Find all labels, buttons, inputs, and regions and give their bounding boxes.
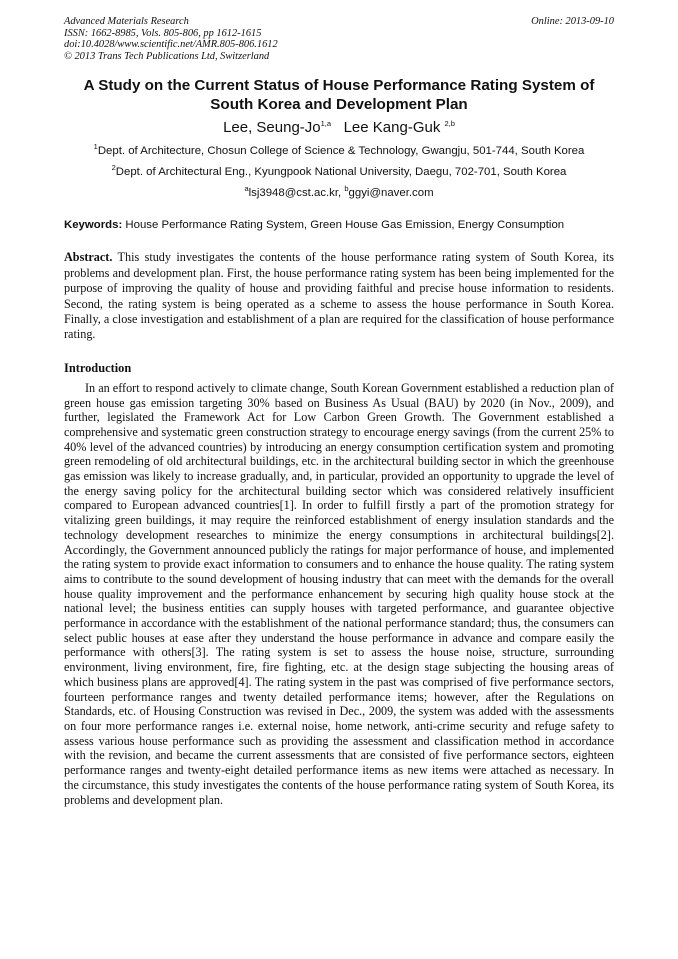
keywords-label: Keywords: bbox=[64, 219, 123, 232]
doi-line: doi:10.4028/www.scientific.net/AMR.805-806.1612 bbox=[64, 39, 278, 51]
affiliation-1-sup: 1 bbox=[93, 142, 98, 152]
keywords-text: House Performance Rating System, Green House Gas Emission, Energy Consumption bbox=[122, 219, 565, 232]
abstract-text: This study investigates the contents of the house performance rating system of South Korea, its problems and development plan. First, the house performance rating system has been being implemented for the purpose of improving the quality of house and providing faithful and precise house information to residents. Second, the rating system is being operated as a scheme to assess the house performance in South Korea. Finally, a close investigation and establishment of a plan are required for the classification of house performance rating. bbox=[64, 250, 614, 342]
introduction-heading: Introduction bbox=[64, 360, 132, 375]
online-date: Online: 2013-09-10 bbox=[531, 16, 614, 27]
journal-name: Advanced Materials Research bbox=[64, 16, 189, 27]
issn-line: ISSN: 1662-8985, Vols. 805-806, pp 1612-1615 bbox=[64, 27, 262, 39]
journal-header bbox=[64, 16, 614, 62]
email-b-sup: b bbox=[344, 184, 349, 194]
email-b: ggyi@naver.com bbox=[348, 187, 434, 200]
introduction-body: In an effort to respond actively to climate change, South Korean Government established a reduction plan of green house gas emission targeting 30% based on Business As Usual (BAU) by 2020 (in Nov., 2009), and further, legislated the Framework Act for Low Carbon Green Growth. The Government established a comprehensive and systematic green construction strategy to encourage energy savings (from the current 25% to 40% level of the advanced countries) by introducing an energy consumption certification system and promoting green remodeling of old architectural buildings, etc. in the architectural building sector in which the greenhouse gas emission was likely to increase gradually, and, in particular, provided an opportunity to upgrade the level of the energy saving policy for the architectural building sector which was considered relatively insufficient compared to European advanced countries[1]. In order to fulfill firstly a part of the promotion strategy for vitalizing green buildings, it may require the reinforced establishment of energy insulation standards and the technology development researches to minimize the energy consumptions in architectural buildings[2]. Accordingly, the Government announced publicly the ratings for major performance of house, and implemented the rating system to provide exact information to consumers and to enhance the house quality. The rating system aims to contribute to the sound development of housing industry that can meet with the demands for the overall house quality improvement and the performance enhancement by securing high quality house stock at the national level; the business entities can supply houses with targeted performance, and guarantee objective performance in accordance with the establishment of the national performance standard; thus, the consumers can select public houses at ease after they understand the house performance in advance and compare easily the performance with others[3]. The rating system is set to assess the house noise, structure, surrounding environment, living environment, fire, fire fighting, etc. at the design stage subjecting the housing areas of which business plans are approved[4]. The rating system in the past was comprised of five performance sectors, fourteen performance ranges and twenty detailed performance items; however, after the Regulations on Standards, etc. of Housing Construction was revised in Dec., 2009, the system was added with the assessments on four more performance ranges i.e. external noise, home network, anti-crime security and refuge safety to assess various house performance such as providing the assessment and classification method in accordance with the revision, and became the current assessments that are consisted of five performance sectors, eighteen performance ranges and twenty-eight detailed performance items as new items were attached as necessary. In the circumstance, this study investigates the contents of the house performance rating system of South Korea, its problems and development plan. bbox=[64, 380, 614, 807]
affiliation-2-text: Dept. of Architectural Eng., Kyungpook National University, Daegu, 702-701, South Korea bbox=[115, 166, 567, 179]
author-2-name: Lee Kang-Guk bbox=[343, 119, 441, 137]
abstract-label: Abstract. bbox=[64, 250, 113, 265]
author-line bbox=[64, 118, 614, 137]
copyright-line: © 2013 Trans Tech Publications Ltd, Switzerland bbox=[64, 50, 270, 62]
affiliation-1-text: Dept. of Architecture, Chosun College of Science & Technology, Gwangju, 501-744, South Korea bbox=[97, 145, 585, 158]
author-1-sup: 1,a bbox=[320, 119, 332, 129]
affiliation-1 bbox=[64, 144, 614, 158]
affiliation-2 bbox=[64, 165, 614, 179]
abstract bbox=[64, 250, 614, 342]
email-a: lsj3948@cst.ac.kr, bbox=[248, 187, 345, 200]
email-line bbox=[64, 186, 614, 200]
keywords bbox=[64, 218, 614, 232]
author-2-sup: 2,b bbox=[444, 119, 455, 129]
paper-title: A Study on the Current Status of House Performance Rating System of South Korea and Development Plan bbox=[83, 77, 595, 114]
author-1-name: Lee, Seung-Jo bbox=[223, 119, 321, 137]
affiliation-2-sup: 2 bbox=[111, 163, 116, 173]
paper-page bbox=[64, 16, 614, 807]
email-a-sup: a bbox=[244, 184, 249, 194]
